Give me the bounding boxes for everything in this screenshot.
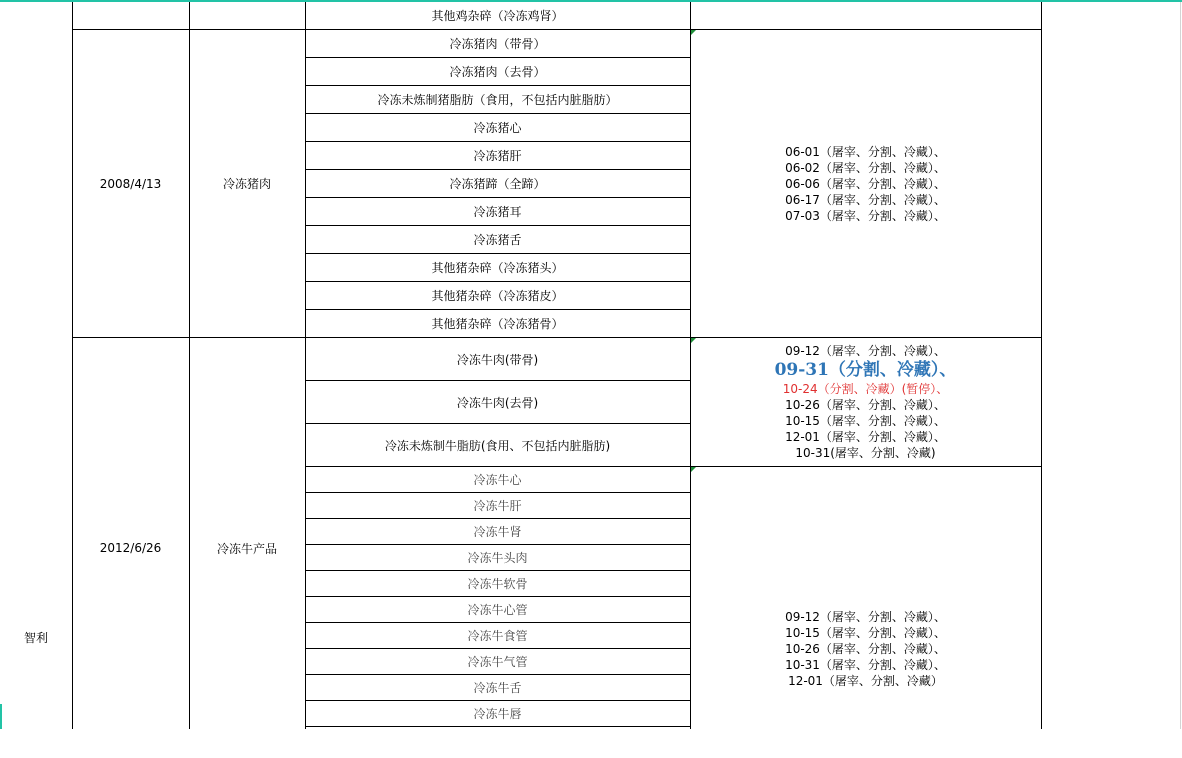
product-label: 冷冻猪心	[473, 121, 522, 135]
product-cell[interactable]	[305, 649, 690, 674]
product-label: 冷冻猪舌	[473, 233, 522, 247]
product-cell[interactable]	[305, 254, 690, 281]
plant-list-cell[interactable]	[690, 338, 1041, 466]
plant-entry-suspended: 10-24（分割、冷藏）(暂停）、	[782, 382, 949, 396]
product-cell[interactable]	[305, 493, 690, 518]
grid-line	[1180, 2, 1181, 729]
product-label: 冷冻牛唇	[473, 707, 522, 721]
product-label: 冷冻猪肉（带骨）	[449, 37, 546, 51]
date-cell[interactable]	[72, 30, 189, 337]
product-cell[interactable]	[305, 226, 690, 253]
category-label: 冷冻牛产品	[216, 541, 277, 556]
plant-entry: 10-26（屠宰、分割、冷藏）、	[785, 398, 946, 412]
product-cell[interactable]	[305, 571, 690, 596]
product-label: 冷冻牛头肉	[467, 551, 528, 565]
plant-entry: 09-12（屠宰、分割、冷藏）、	[785, 344, 946, 358]
product-label: 冷冻牛食管	[467, 629, 528, 643]
product-cell[interactable]	[305, 310, 690, 337]
plant-list-cell[interactable]	[690, 30, 1041, 337]
plant-entry: 07-03（屠宰、分割、冷藏）、	[785, 208, 946, 223]
product-label: 其他猪杂碎（冷冻猪骨）	[431, 317, 564, 331]
category-cell[interactable]	[189, 30, 305, 337]
product-label: 冷冻牛心	[473, 473, 522, 487]
product-cell[interactable]	[305, 58, 690, 85]
product-cell[interactable]	[305, 338, 690, 380]
product-label: 冷冻猪肉（去骨）	[449, 65, 546, 79]
plant-entry: 09-12（屠宰、分割、冷藏）、	[785, 610, 946, 624]
plant-entry: 10-31（屠宰、分割、冷藏）、	[785, 658, 946, 672]
approval-date: 2008/4/13	[99, 176, 162, 191]
product-label: 其他猪杂碎（冷冻猪头）	[431, 261, 564, 275]
plant-entry-highlighted: 09-31（分割、冷藏）、	[774, 360, 957, 380]
product-label: 冷冻未炼制猪脂肪（食用，不包括内脏脂肪）	[377, 93, 618, 107]
product-cell[interactable]	[305, 519, 690, 544]
product-label: 冷冻牛舌	[473, 681, 522, 695]
product-cell[interactable]	[305, 597, 690, 622]
product-label: 冷冻猪肝	[473, 149, 522, 163]
category-label: 冷冻猪肉	[222, 177, 271, 191]
grid-line	[305, 726, 691, 727]
country-label: 智利	[23, 630, 48, 645]
product-label: 冷冻牛气管	[467, 655, 528, 669]
plant-entry: 06-02（屠宰、分割、冷藏）、	[785, 160, 946, 175]
plant-entry: 12-01（屠宰、分割、冷藏）	[788, 674, 943, 688]
plant-list-cell[interactable]	[690, 602, 1041, 696]
product-cell[interactable]	[305, 114, 690, 141]
plant-entry: 10-15（屠宰、分割、冷藏）、	[785, 414, 946, 428]
product-label: 冷冻猪蹄（全蹄）	[449, 177, 546, 191]
plant-entry: 10-26（屠宰、分割、冷藏）、	[785, 642, 946, 656]
plant-entry: 06-17（屠宰、分割、冷藏）、	[785, 192, 946, 207]
product-cell[interactable]	[305, 30, 690, 57]
grid-line	[1041, 2, 1042, 729]
product-label: 其他鸡杂碎（冷冻鸡肾）	[431, 9, 564, 23]
country-cell[interactable]	[0, 532, 72, 742]
plant-entry: 10-15（屠宰、分割、冷藏）、	[785, 626, 946, 640]
category-cell[interactable]	[189, 338, 305, 758]
date-cell[interactable]	[72, 338, 189, 758]
comment-indicator[interactable]	[691, 467, 696, 472]
product-cell[interactable]	[305, 467, 690, 492]
product-cell[interactable]	[305, 545, 690, 570]
product-cell[interactable]	[305, 86, 690, 113]
plant-entry: 12-01（屠宰、分割、冷藏）、	[785, 430, 946, 444]
plant-entry: 06-01（屠宰、分割、冷藏）、	[785, 144, 946, 159]
product-cell[interactable]	[305, 198, 690, 225]
approval-date: 2012/6/26	[99, 541, 162, 555]
product-cell[interactable]	[305, 2, 690, 29]
product-label: 其他猪杂碎（冷冻猪皮）	[431, 289, 564, 303]
plant-entry: 10-31(屠宰、分割、冷藏)	[795, 446, 936, 460]
product-cell[interactable]	[305, 170, 690, 197]
product-label: 冷冻牛肝	[473, 499, 522, 513]
product-label: 冷冻猪耳	[473, 205, 522, 219]
product-cell[interactable]	[305, 623, 690, 648]
product-cell[interactable]	[305, 424, 690, 466]
spreadsheet-grid	[0, 2, 1182, 729]
product-label: 冷冻未炼制牛脂肪(食用、不包括内脏脂肪)	[384, 438, 611, 453]
product-label: 冷冻牛软骨	[467, 577, 528, 591]
product-cell[interactable]	[305, 675, 690, 700]
plant-entry: 06-06（屠宰、分割、冷藏）、	[785, 176, 946, 191]
product-cell[interactable]	[305, 142, 690, 169]
product-cell[interactable]	[305, 381, 690, 423]
product-cell[interactable]	[305, 282, 690, 309]
selection-marker	[0, 704, 2, 729]
product-label: 冷冻牛心管	[467, 603, 528, 617]
product-label: 冷冻牛肾	[473, 525, 522, 539]
product-label: 冷冻牛肉(去骨)	[456, 395, 539, 410]
product-label: 冷冻牛肉(带骨)	[456, 352, 539, 367]
product-cell[interactable]	[305, 701, 690, 726]
